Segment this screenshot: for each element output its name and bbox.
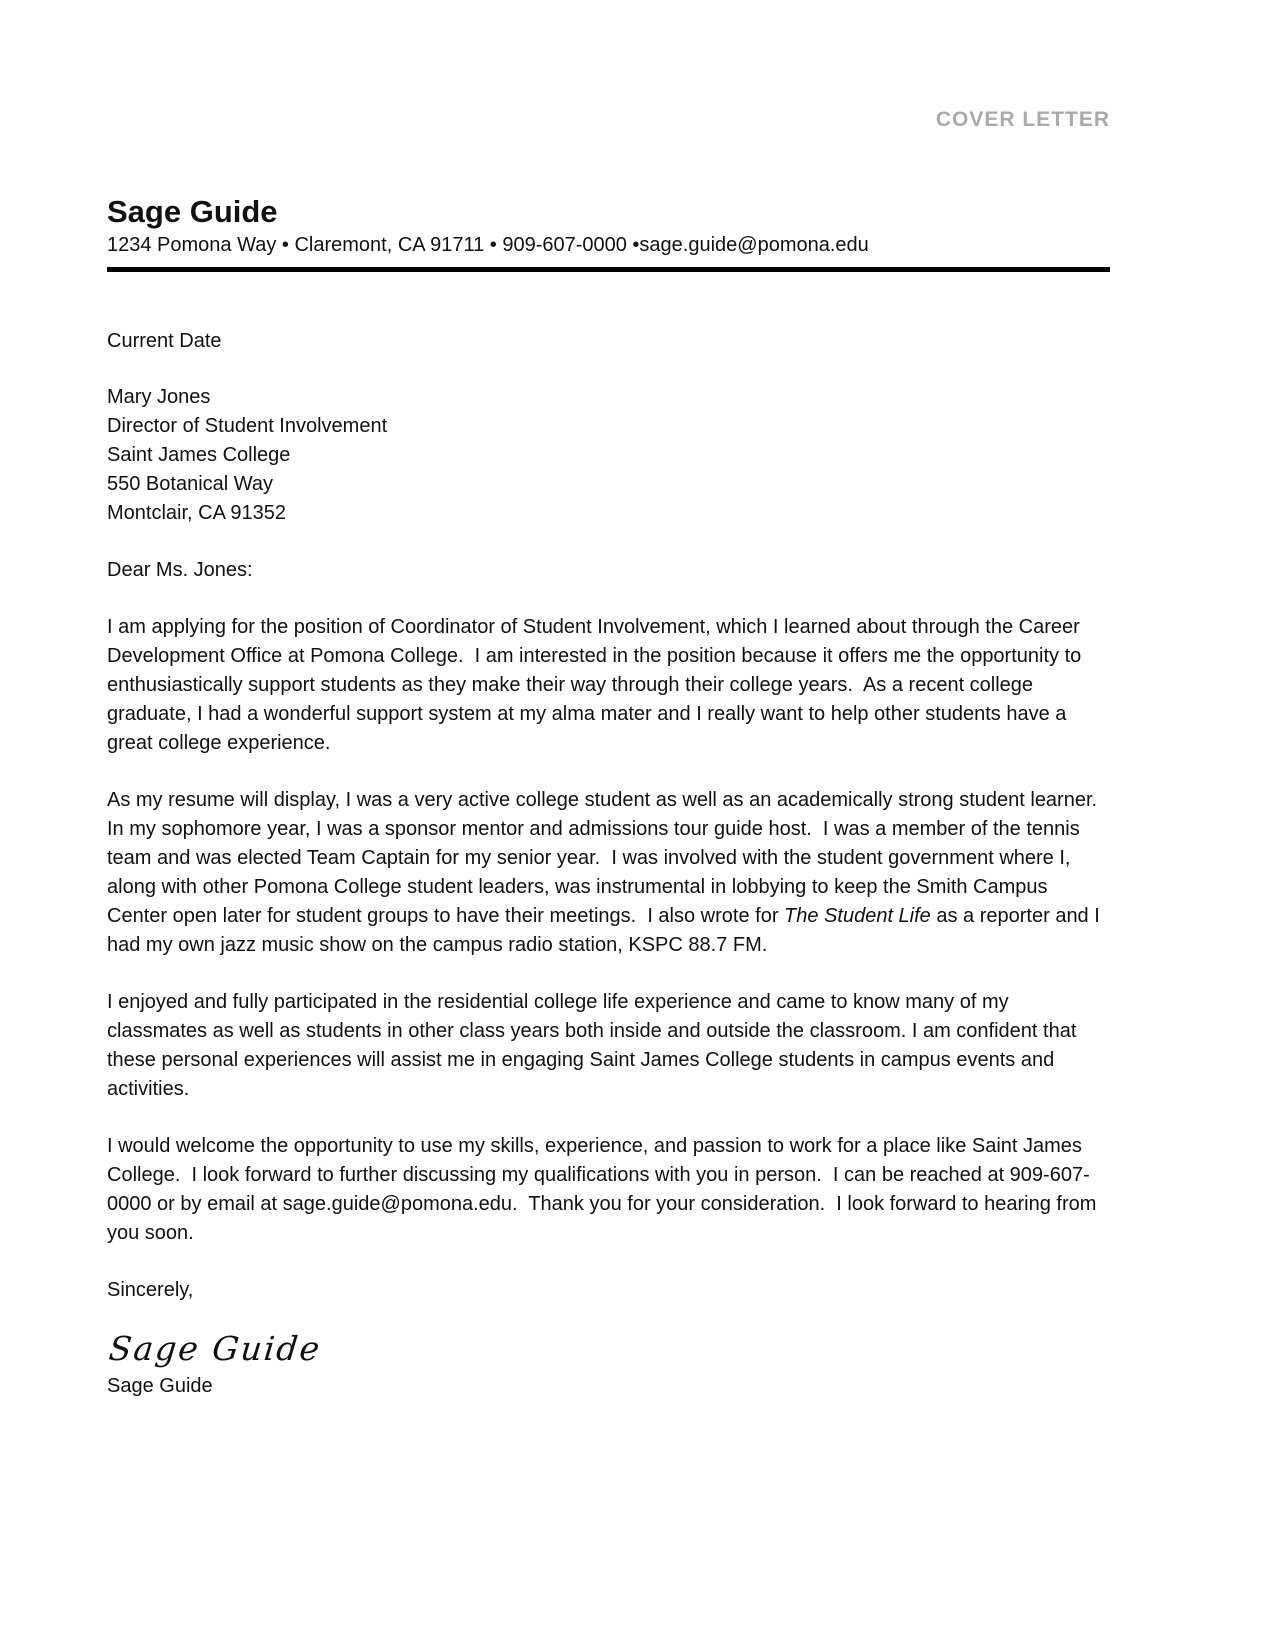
- recipient-name: Mary Jones: [107, 385, 211, 408]
- paragraph-2-publication-title: The Student Life: [784, 904, 931, 927]
- recipient-street: 550 Botanical Way: [107, 472, 274, 495]
- paragraph-2: [107, 786, 1110, 960]
- signature-typed-name: Sage Guide: [107, 1374, 213, 1397]
- date-line: Current Date: [107, 329, 222, 352]
- paragraph-3: I enjoyed and fully participated in the residential college life experience and came to know many of my classmates as well as students in other class years both inside and outside the classroom. I am confident that these personal experiences will assist me in engaging Saint James College students in campus events and activities.: [107, 990, 1082, 1100]
- paragraph-2-text-before: As my resume will display, I was a very active college student as well as an academically strong student learner. In my sophomore year, I was a sponsor mentor and admissions tour guide host. I was a member of the tennis team and was elected Team Captain for my senior year. I was involved with the student government where I, along with other Pomona College student leaders, was instrumental in lobbying to keep the Smith Campus Center open later for student groups to have their meetings. I also wrote for: [107, 788, 1109, 927]
- cover-letter-label: COVER LETTER: [935, 108, 1110, 131]
- salutation: Dear Ms. Jones:: [107, 558, 253, 581]
- sender-contact-line: 1234 Pomona Way • Claremont, CA 91711 • 909-607-0000 •sage.guide@pomona.edu: [107, 233, 869, 256]
- recipient-block: [107, 383, 1110, 528]
- letterhead: [107, 194, 1110, 272]
- paragraph-1: I am applying for the position of Coordinator of Student Involvement, which I learned about through the Career Development Office at Pomona College. I am interested in the position because it offers me the opportunity to enthusiastically support students as they make their way through their college years. As a recent college graduate, I had a wonderful support system at my alma mater and I really want to help other students have a great college experience.: [107, 615, 1087, 754]
- recipient-title: Director of Student Involvement: [107, 414, 388, 437]
- paragraph-2-text-after: as a reporter and I had my own jazz music show on the campus radio station, KSPC 88.7 FM.: [107, 904, 1106, 956]
- signature-block: [107, 1305, 1110, 1401]
- signature-handwritten: Sage Guide: [107, 1328, 324, 1368]
- closing: Sincerely,: [107, 1278, 194, 1301]
- recipient-organization: Saint James College: [107, 443, 291, 466]
- sender-name: Sage Guide: [107, 194, 278, 229]
- paragraph-4: I would welcome the opportunity to use my skills, experience, and passion to work for a place like Saint James College. I look forward to further discussing my qualifications with you in person. I can be reached at 909-607-0000 or by email at sage.guide@pomona.edu. Thank you for your consideration. I look forward to hearing from you soon.: [107, 1134, 1102, 1244]
- recipient-city-state-zip: Montclair, CA 91352: [107, 501, 286, 524]
